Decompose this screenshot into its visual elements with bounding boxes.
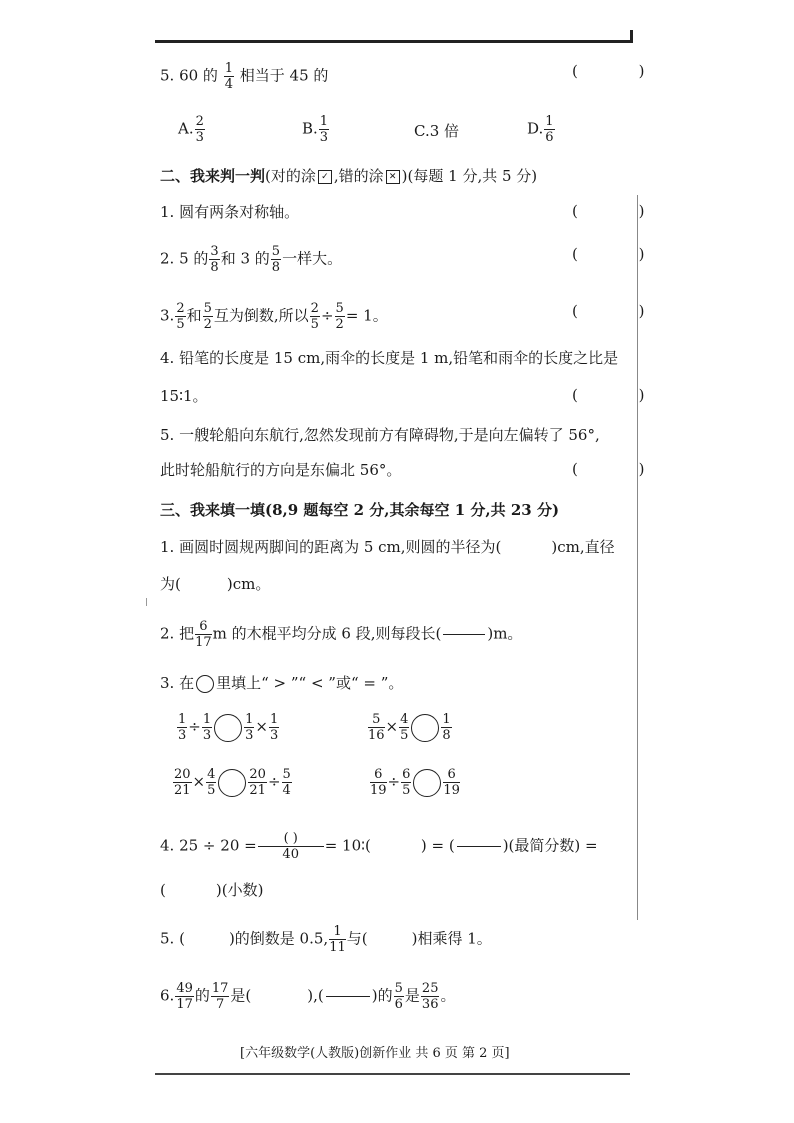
answer-paren[interactable]: ( ): [572, 245, 673, 263]
fill-q5: 5. ( )的倒数是 0.5, $\frac{1}{11}$ 与( )相乘得 1。: [160, 924, 492, 955]
top-rule: [155, 40, 633, 43]
judge-q5-line2: 此时轮船航行的方向是东偏北 56°。: [160, 461, 402, 479]
question-5-top: 5. 60 的 $\frac{1}{4}$ 相当于 45 的: [160, 61, 329, 92]
section-3-title: 三、我来填一填(8,9 题每空 2 分,其余每空 1 分,共 23 分): [160, 501, 560, 519]
checkbox-wrong-icon: ✕: [386, 170, 400, 184]
compare-circle[interactable]: [411, 714, 439, 742]
option-b[interactable]: B. $\frac{1}{3}$: [302, 114, 329, 145]
option-c[interactable]: C.3 倍: [414, 122, 460, 140]
compare-circle[interactable]: [214, 714, 242, 742]
fill-q4-line2: ( )(小数): [160, 881, 264, 899]
answer-paren[interactable]: ( ): [572, 62, 673, 80]
margin-tick: [146, 598, 147, 606]
judge-q5-line1: 5. 一艘轮船向东航行,忽然发现前方有障碍物,于是向左偏转了 56°,: [160, 426, 600, 444]
corner-mark: [630, 30, 633, 43]
checkbox-right-icon: ✓: [318, 170, 332, 184]
fill-q4-line1: 4. 25 ÷ 20 = ( ) 40 = 10∶( ) = ( )(最简分数) =: [160, 831, 598, 862]
fill-q6: 6. $\frac{49}{17}$ 的 $\frac{17}{7}$ 是( ),( )的 $\frac{5}{6}$ 是 $\frac{25}{36}$ 。: [160, 981, 456, 1012]
option-a[interactable]: A. $\frac{2}{3}$: [178, 114, 204, 145]
judge-q4-line1: 4. 铅笔的长度是 15 cm,雨伞的长度是 1 m,铅笔和雨伞的长度之比是: [160, 349, 619, 367]
compare-item-3: $\frac{20}{21}$ × $\frac{4}{5}$ $\frac{20}{21}$ ÷ $\frac{5}{4}$: [174, 767, 291, 798]
answer-paren[interactable]: ( ): [572, 302, 673, 320]
judge-q4-line2: 15∶1。: [160, 387, 208, 405]
fill-q3: 3. 在 里填上“ > ”“ < ”或“ = ”。: [160, 674, 404, 692]
circle-icon: [196, 675, 214, 693]
compare-circle[interactable]: [413, 769, 441, 797]
compare-circle[interactable]: [218, 769, 246, 797]
answer-paren[interactable]: ( ): [572, 202, 673, 220]
bottom-rule: [155, 1073, 630, 1075]
fill-q1-line2: 为( )cm。: [160, 575, 271, 593]
answer-paren[interactable]: ( ): [572, 460, 673, 478]
answer-blank[interactable]: [326, 996, 370, 997]
compare-item-1: $\frac{1}{3}$ ÷ $\frac{1}{3}$ $\frac{1}{3}$ × $\frac{1}{3}$: [178, 712, 279, 743]
option-d[interactable]: D. $\frac{1}{6}$: [527, 114, 554, 145]
answer-paren[interactable]: ( ): [572, 386, 673, 404]
section-2-title: 二、我来判一判(对的涂 ✓ ,错的涂 ✕ )(每题 1 分,共 5 分): [160, 167, 538, 185]
judge-q3: 3. $\frac{2}{5}$ 和 $\frac{5}{2}$ 互为倒数,所以 $\frac{2}{5}$ ÷ $\frac{5}{2}$ = 1。: [160, 301, 388, 332]
judge-q2: 2. 5 的 $\frac{3}{8}$ 和 3 的 $\frac{5}{8}$ 一样大。: [160, 244, 343, 275]
answer-blank[interactable]: [457, 846, 501, 847]
compare-item-2: $\frac{5}{16}$ × $\frac{4}{5}$ $\frac{1}{8}$: [368, 712, 451, 743]
fraction: $\frac{1}{4}$: [224, 61, 233, 92]
judge-q1: 1. 圆有两条对称轴。: [160, 203, 300, 221]
fill-q1-line1: 1. 画圆时圆规两脚间的距离为 5 cm,则圆的半径为( )cm,直径: [160, 538, 615, 556]
page-footer: [六年级数学(人教版)创新作业 共 6 页 第 2 页]: [240, 1046, 510, 1061]
fill-q2: 2. 把 $\frac{6}{17}$ m 的木棍平均分成 6 段,则每段长( )m。: [160, 619, 523, 650]
answer-blank[interactable]: [443, 634, 485, 635]
compare-item-4: $\frac{6}{19}$ ÷ $\frac{6}{5}$ $\frac{6}{19}$: [370, 767, 460, 798]
